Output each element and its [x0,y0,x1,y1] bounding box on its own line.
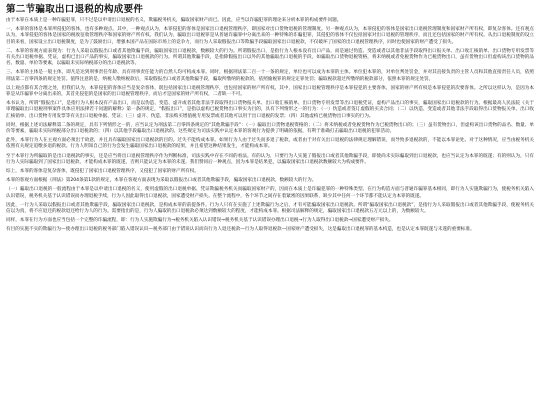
paragraph-5: 以上观点都有其合理之处，但我们认为，本罪侵犯的客体应当是复杂客体，既包括国家出口退税管理秩序，也包括国家的财产所有权。其中，国家出口退税管理秩序是本罪侵犯的主要客体，国家的财产所有权是本罪侵犯的次要客体。之所以这样认为，是因为本罪是从诈骗罪中分离出来的，其首先侵犯的是国家的出口退税管理秩序，而后才是国家的财产所有权，二者缺一不可。 [6,85,534,98]
paragraph-10: 综上，本罪的客体是复杂客体，既侵犯了国家出口退税管理秩序，又侵犯了国家的财产所有权。 [6,169,199,175]
paragraph-9: 至于本罪行为所骗取的是出口退税款的事实，还是应当将出口退税管理秩序作为判断标准，司法实践中存在不同的看法。有的认为，只要行为人实施了假报出口或者其他欺骗手段，即使尚未实际骗取到出口退税款，也应当认定为本罪的既遂；有的则认为，只有行为人实际骗取到了国家出口退税款，才能构成本罪的既遂，否则只能认定为本罪的未遂。我们赞同后一种观点，因为本罪是结果犯，以骗取国家出口退税款数额较大为构成要件。 [6,153,534,165]
paragraph-7: 同时，根据上述司法解释第二条的规定，具有下列情形之一的，应当认定为刑法第二百零四条规定的“其他欺骗手段”：（一）骗取出口货物退税资格的；（二）将未纳税或者免税货物作为已税货物出口的；（三）虽有货物出口，但虚构该出口货物的品名、数量、单价等要素，骗取未实际纳税部分出口退税款的；（四）以其他手段骗取出口退税款的。这些规定为司法实践中认定本罪的客观行为提供了明确的依据，有利于准确打击骗取出口退税的犯罪活动。 [6,122,534,135]
document-page [6,4,534,234]
paragraph-4: 三、本罪的主体是一般主体，即凡是达到刑事责任年龄、具有刑事责任能力的自然人均可构成本罪。同时，根据刑法第二百一十一条的规定，单位也可以成为本罪的主体。单位犯本罪的，对单位判处罚金，并对其直接负责的主管人员和其他直接责任人员，依照刑法第二百零四条的规定处罚。值得注意的是，纳税人缴纳税款后，采取假报出口或者其他欺骗手段，骗取所缴纳的税款的，依照偷税罪的规定定罪处罚；骗取税款超过所缴纳的税款部分，依照本罪的规定处罚。 [6,70,534,82]
paragraph-1: 由于本罪在本质上是一种诈骗犯罪，只不过是以申请出口退税的名义，欺骗税务机关，骗取国家财产而已。因此，应当以诈骗犯罪的理论来分析本罪的构成要件问题。 [6,18,342,23]
paragraph-14: 同样，本罪在行为方面也应当包括一个完整的诈骗流程，即：行为人实施欺骗行为→税务机关陷入认识错误→税务机关基于认识错误办理出口退税→行为人取得出口退税款→国家遭受财产损失。 [6,218,394,224]
paragraph-15: 有目的实施不实的欺骗行为—使办理出口退税的税务部门陷入错误认识—税务部门由于错误认识而向行为人退还税款—行为人取得退税款—国家财产遭受损失，这是骗取出口退税罪的基本构造，也是认定本罪既遂与未遂的重要标准。 [6,227,475,233]
paragraph-2: 一、本罪的客体是本罪所侵犯的客体，也有多种观点。其中，一种观点认为，本罪侵犯的客体是国家出口退税管理秩序，即国家对出口货物退税的管理制度。另一种观点认为，本罪侵犯的客体是国家出口退税管理制度和国家财产所有权，即复杂客体。还有观点认为，本罪侵犯的客体是国家的税收征收管理秩序和国家的财产所有权。我们认为，骗取出口退税罪是从普通诈骗罪中分离出来的一种特殊的诈骗犯罪，其侵犯的客体不仅包括国家对出口退税的管理秩序，而且还包括国家的财产所有权。从出口退税制度的设立目的来看，国家设立出口退税制度，是为了鼓励出口，增强本国产品在国际市场上的竞争力，而行为人采取假报出口等欺骗手段骗取国家出口退税款，不仅破坏了国家的出口退税管理秩序，同时也使国家的财产遭受了损失。 [6,27,534,45]
paragraph-11: 本罪的客观方面根据《刑法》第204条第1款的规定，本罪在客观方面表现为采取以假报出口或者其他欺骗手段，骗取国家出口退税款，数额较大的行为。 [6,178,317,184]
document-title: 第二节骗取出口退税的构成要件 [6,4,144,15]
paragraph-6: 本书认为，所谓“假报出口”，是指行为人根本没有产品出口，而是以伪造、变造、虚开或者其他非法手段取得出口货物报关单、出口收汇核销单、出口货物专用发票等出口退税凭证，虚构产品出口的事实，骗取国家出口退税款的行为。根据最高人民法院《关于审理骗取出口退税刑事案件具体应用法律若干问题的解释》第一条的规定，“假报出口”，是指以虚构已税货物出口事实为目的，具有下列情形之一的行为：（一）伪造或者签订虚假的买卖合同；（二）以伪造、变造或者其他非法手段取得出口货物报关单、出口收汇核销单、出口货物专用发票等有关出口退税单据、凭证；（三）虚开、伪造、非法购买增值税专用发票或者其他可以用于出口退税的发票；（四）其他虚构已税货物出口事实的行为。 [6,101,534,119]
paragraph-8: 此外，本罪行为人在主观方面必须出于故意，并且具有骗取国家出口退税款的目的。过失不能构成本罪。如果行为人由于过失而多退了税款，或者由于对有关出口退税的法律规定理解错误，而导致多退税款的，不能以本罪论处。对于这种情况，应当由税务机关依照有关规定追缴多退的税款。行为人明知自己的行为会发生骗取国家出口退税款的结果，并且希望这种结果发生，才能构成本罪。 [6,138,534,150]
paragraph-13: 因此，一行为人采取以假报出口或者其他欺骗手段，骗取国家出口退税款，是构成本罪的前提条件。行为人只有在实施了上述欺骗行为之后，才有可能骗取国家出口退税款。所谓“骗取国家出口退税款”，是指行为人采取假报出口或者其他欺骗手段，使税务机关信以为真，将不应退还的税款退还给行为人的行为。需要指出的是，行为人骗取的出口退税款必须达到数额较大的程度，才能构成本罪。根据司法解释的规定，骗取国家出口退税款五万元以上的，为数额较大。 [6,202,534,215]
paragraph-12: （一）骗取出口退税的一般流程由于本罪是以申请出口退税的名义，使用虚假的出口退税单据、凭证欺骗税务机关而骗取国家财产的，因而在本质上是诈骗犯罪的一种特殊类型。在行为构造方面与普通诈骗罪基本相同，即行为人实施欺骗行为，使税务机关陷入认识错误，税务机关基于认识错误而办理退税手续，行为人因此取得出口退税款，国家遭受财产损失。在整个流程中，各个环节之间存在着紧密的因果联系，缺少其中任何一个环节都不能认定为本罪的既遂。 [6,187,534,199]
paragraph-3: 二、本罪的客观方面表现为：行为人采取以假报出口或者其他欺骗手段，骗取国家出口退税款，数额较大的行为。所谓假报出口，是指行为人根本没有出口产品，而是通过伪造、变造或者以其他非法手段取得出口报关单、出口收汇核销单、出口货物专用发票等有关出口退税单据、凭证，虚构已出口产品的事实，骗取国家出口退税款的行为。所谓其他欺骗手段，是指除假报出口以外的其他骗取出口退税的手段，如骗取出口货物退税资格，将未纳税或者免税货物作为已税货物出口，虽有货物出口但虚构该出口货物的品名、数量、单价等要素，以骗取未实际纳税部分的出口退税款等。 [6,48,534,67]
